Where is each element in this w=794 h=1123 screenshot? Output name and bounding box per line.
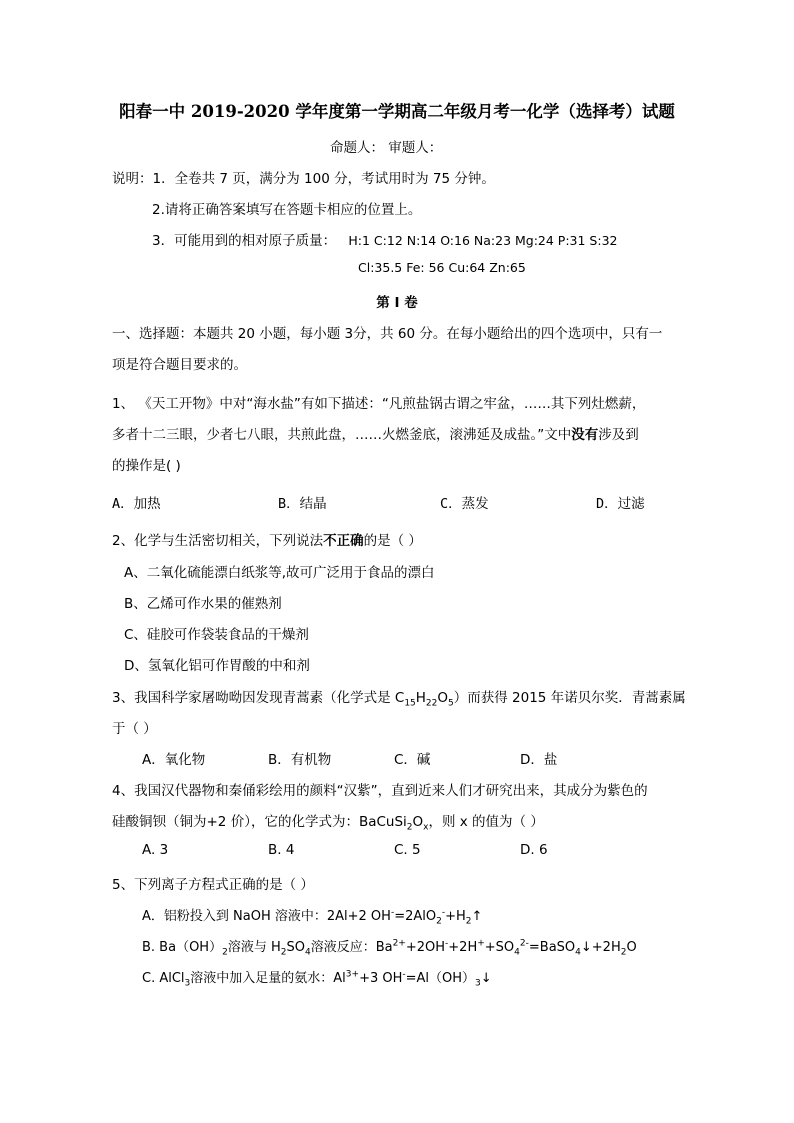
q5-b-13: +SO xyxy=(484,940,515,955)
q5-b-16: =BaSO xyxy=(528,940,576,955)
q5-b-10: - xyxy=(445,938,449,949)
q5-c-2: 3 xyxy=(184,978,191,989)
q3-stem-b: ）而获得 2015 年诺贝尔奖．青蒿素属 xyxy=(453,690,686,706)
note-1: 说明：1．全卷共 7 页，满分为 100 分，考试用时为 75 分钟。 xyxy=(112,171,495,187)
q2-emphasis: 不正确 xyxy=(323,533,364,549)
note-3-label: 3．可能用到的相对原子质量： xyxy=(152,233,337,249)
q2-option-b: B、乙烯可作水果的催熟剂 xyxy=(124,596,282,612)
q3-option-b: B．有机物 xyxy=(268,752,332,768)
q3-formula-o: O xyxy=(437,690,449,706)
q5-c-7: =Al（OH） xyxy=(405,971,476,986)
q4-option-a: A. 3 xyxy=(142,842,169,858)
atomic-masses-1: H:1 C:12 N:14 O:16 Na:23 Mg:24 P:31 S:32 xyxy=(348,233,618,248)
q5-b-8: 2+ xyxy=(392,938,406,949)
q5-option-a xyxy=(142,905,483,927)
q1-emphasis: 没有 xyxy=(571,427,599,443)
q4-line-2-a: 硅酸铜钡（铜为+2 价），它的化学式为：BaCuSi xyxy=(112,814,407,830)
q5-option-b xyxy=(142,936,637,958)
q4-line-2-b: ，则 x 的值为（ ） xyxy=(428,814,544,830)
q5-b-20: O xyxy=(626,940,637,955)
q5-b-2: 2 xyxy=(222,947,228,958)
q3-option-d: D．盐 xyxy=(520,752,558,768)
q5-a-sup-2: - xyxy=(441,907,446,918)
q5-stem: 5、下列离子方程式正确的是（ ） xyxy=(112,877,314,893)
q5-b-12: + xyxy=(477,938,485,949)
q5-b-4: 2 xyxy=(280,947,287,958)
q3-stem-a: 3、我国科学家屠呦呦因发现青蒿素（化学式是 C xyxy=(112,690,405,706)
section-intro-1: 一、选择题：本题共 20 小题，每小题 3分，共 60 分。在每小题给出的四个选项中，只有一 xyxy=(112,326,663,342)
q5-b-19: 2 xyxy=(620,947,627,958)
q2-option-d: D、氢氧化铝可作胃酸的中和剂 xyxy=(124,658,310,674)
q5-a-text: A．铝粉投入到 NaOH 溶液中：2Al+2 OH xyxy=(142,909,391,924)
q5-c-5: +3 OH xyxy=(359,971,403,986)
q4-line-1: 4、我国汉代器物和秦俑彩绘用的颜料“汉紫”，直到近来人们才研究出来，其成分为紫色的 xyxy=(112,783,648,799)
q5-b-3: 溶液与 H xyxy=(227,940,281,955)
q5-b-5: SO xyxy=(286,940,305,955)
q1-option-a: A．加热 xyxy=(112,496,161,512)
q3-formula-sub-3: 5 xyxy=(448,698,454,709)
q5-c-4: 3+ xyxy=(345,969,360,980)
q5-b-11: +2H xyxy=(448,940,478,955)
q5-a-mid: =2AlO xyxy=(394,909,437,924)
q3-formula-sub-1: 15 xyxy=(404,698,416,709)
note-3 xyxy=(152,229,618,249)
q1-option-d: D．过滤 xyxy=(596,496,645,512)
note-2: 2.请将正确答案填写在答题卡相应的位置上。 xyxy=(152,202,422,218)
q1-line-1: 1、 《天工开物》中对“海水盐”有如下描述：“凡煎盐锅古谓之牢盆，……其下列灶燃薪， xyxy=(112,396,646,412)
q4-sub-1: 2 xyxy=(406,822,413,833)
q5-a-end: +H xyxy=(445,909,466,924)
q5-a-sub-2: 2 xyxy=(465,916,472,927)
q5-b-17: 4 xyxy=(575,947,581,958)
q3-formula-h: H xyxy=(415,690,426,706)
q5-b-14: 4 xyxy=(514,947,520,958)
q4-option-d: D. 6 xyxy=(520,842,548,858)
q5-a-sub-1: 2 xyxy=(436,916,442,927)
q5-c-8: 3 xyxy=(475,978,481,989)
q5-b-1: B. Ba（OH） xyxy=(142,940,223,955)
q5-a-arrow: ↑ xyxy=(471,909,483,924)
q1-line-2-c: 涉及到 xyxy=(598,427,639,443)
q3-option-a: A．氧化物 xyxy=(142,752,206,768)
q5-c-3: 溶液中加入足量的氨水：Al xyxy=(190,971,346,986)
q1-line-2-a: 多者十二三眼，少者七八眼，共煎此盘，……火燃釜底，滚沸延及成盐。”文中 xyxy=(112,427,572,443)
q2-stem-a: 2、化学与生活密切相关，下列说法 xyxy=(112,533,324,549)
q5-b-15: 2- xyxy=(519,938,529,949)
q2-option-a: A、二氧化硫能漂白纸浆等,故可广泛用于食品的漂白 xyxy=(124,565,435,581)
section-intro-2: 项是符合题目要求的。 xyxy=(112,357,247,373)
q4-formula-o: O xyxy=(412,814,424,830)
q1-line-2 xyxy=(112,423,639,443)
exam-title: 阳春一中 2019-2020 学年度第一学期高二年级月考一化学（选择考）试题 xyxy=(119,102,675,121)
q1-option-c: C．蒸发 xyxy=(440,496,489,512)
q3-line-2: 于（ ） xyxy=(112,721,157,737)
q3-option-c: C．碱 xyxy=(394,752,431,768)
q5-c-1: C. AlCl xyxy=(142,971,185,986)
q5-b-9: +2OH xyxy=(405,940,446,955)
q5-a-sup-1: - xyxy=(390,907,395,918)
q4-line-2 xyxy=(112,810,544,833)
q5-b-7: 溶液反应：Ba xyxy=(310,940,393,955)
q4-option-b: B. 4 xyxy=(268,842,295,858)
q2-option-c: C、硅胶可作袋装食品的干燥剂 xyxy=(124,627,309,643)
q3-stem xyxy=(112,686,686,709)
q4-option-c: C. 5 xyxy=(394,842,421,858)
q4-sub-x: x xyxy=(423,822,429,833)
q2-stem-c: 的是（ ） xyxy=(363,533,422,549)
q5-c-9: ↓ xyxy=(480,971,492,986)
q5-option-c xyxy=(142,967,492,989)
q1-line-3: 的操作是( ) xyxy=(112,458,181,474)
q5-b-18: ↓+2H xyxy=(580,940,621,955)
authors-line: 命题人： 审题人： xyxy=(330,140,443,156)
q1-option-b: B．结晶 xyxy=(278,496,327,512)
atomic-masses-2: Cl:35.5 Fe: 56 Cu:64 Zn:65 xyxy=(358,260,526,275)
section-title: 第 I 卷 xyxy=(376,295,418,311)
q5-c-6: - xyxy=(402,969,406,980)
q5-b-6: 4 xyxy=(304,947,311,958)
q2-stem xyxy=(112,529,422,549)
q3-formula-sub-2: 22 xyxy=(425,698,438,709)
